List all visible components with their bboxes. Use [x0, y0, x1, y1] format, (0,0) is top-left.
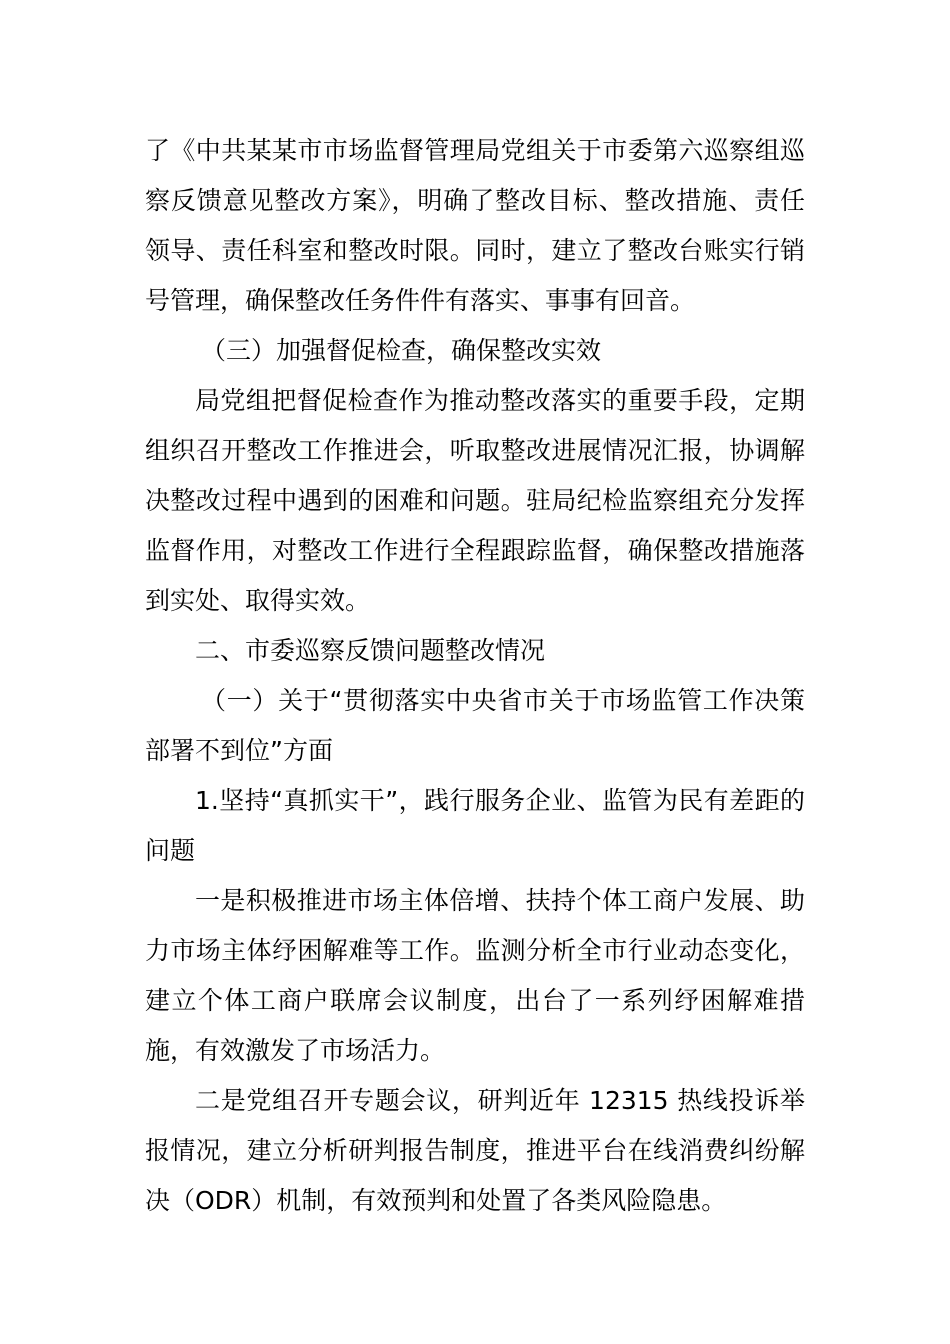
section-heading-3: （三）加强督促检查，确保整改实效: [201, 336, 602, 365]
chapter-heading-2: 二、市委巡察反馈问题整改情况: [195, 636, 546, 665]
paragraph-first-measure: 一是积极推进市场主体倍增、扶持个体工商户发展、助力市场主体纾困解难等工作。监测分析全市行业动态变化，建立个体工商户联席会议制度，出台了一系列纾困解难措施，有效激发了市场活力。: [145, 886, 805, 1065]
paragraph-supervision: 局党组把督促检查作为推动整改落实的重要手段，定期组织召开整改工作推进会，听取整改进展情况汇报，协调解决整改过程中遇到的困难和问题。驻局纪检监察组充分发挥监督作用，对整改工作进行全程跟踪监督，确保整改措施落到实处、取得实效。: [145, 386, 805, 615]
paragraph-continuation: 了《中共某某市市场监督管理局党组关于市委第六巡察组巡察反馈意见整改方案》，明确了整改目标、整改措施、责任领导、责任科室和整改时限。同时，建立了整改台账实行销号管理，确保整改任务件件有落实、事事有回音。: [145, 136, 805, 315]
item-heading-1: 1.坚持“真抓实干”，践行服务企业、监管为民有差距的问题: [145, 786, 805, 865]
subsection-heading-1: （一）关于“贯彻落实中央省市关于市场监管工作决策部署不到位”方面: [145, 686, 805, 765]
paragraph-second-measure: 二是党组召开专题会议，研判近年 12315 热线投诉举报情况，建立分析研判报告制度，推进平台在线消费纠纷解决（ODR）机制，有效预判和处置了各类风险隐患。: [145, 1086, 805, 1215]
document-body: [145, 126, 805, 1226]
